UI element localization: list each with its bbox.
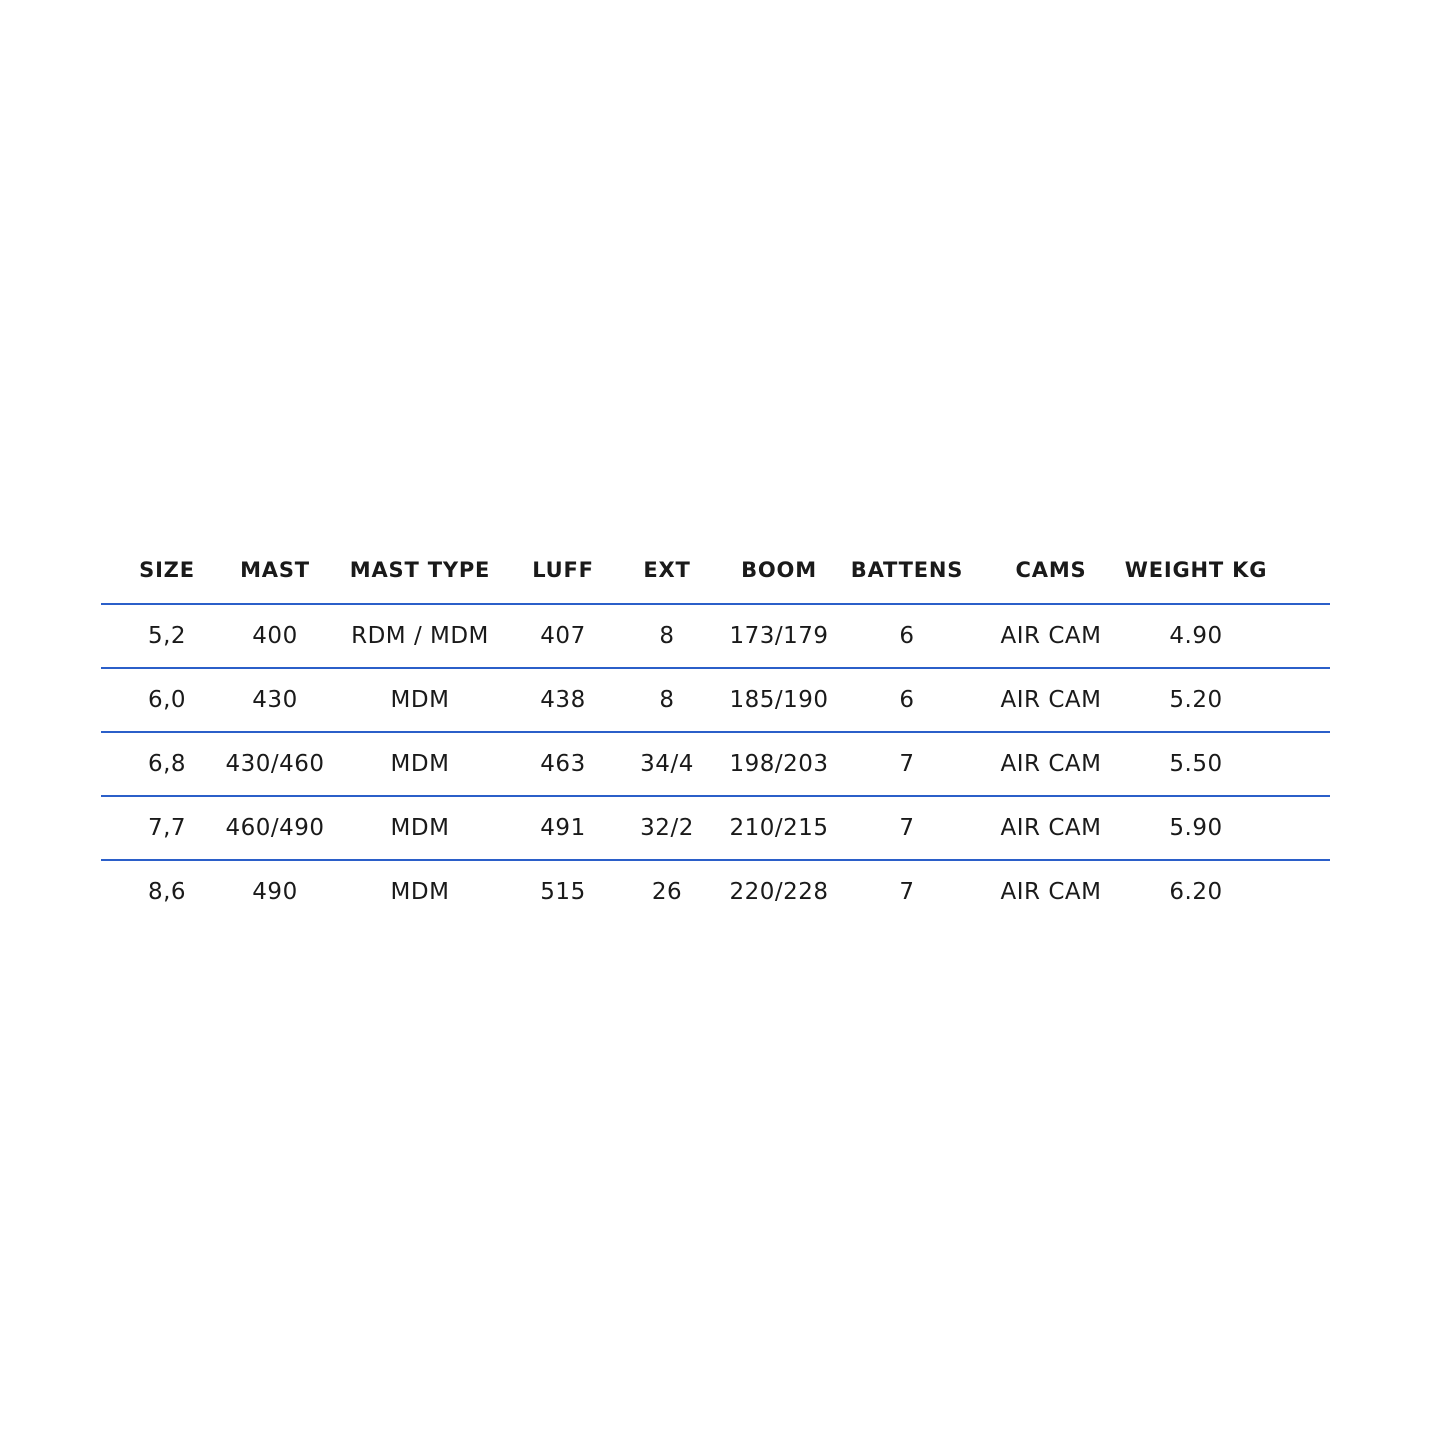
header-weight: WEIGHT KG xyxy=(1124,557,1268,582)
header-boom: BOOM xyxy=(741,557,817,582)
header-luff: LUFF xyxy=(532,557,594,582)
table-row xyxy=(101,605,1330,669)
cell-cams: AIR CAM xyxy=(1000,815,1102,841)
cell-cams: AIR CAM xyxy=(1000,687,1102,713)
cell-size: 6,0 xyxy=(147,687,187,713)
cell-luff: 515 xyxy=(540,879,586,905)
cell-boom: 220/228 xyxy=(729,879,829,905)
cell-cams: AIR CAM xyxy=(1000,879,1102,905)
cell-battens: 7 xyxy=(899,879,915,905)
table-header-row xyxy=(101,536,1330,605)
spec-table xyxy=(101,536,1330,923)
cell-battens: 7 xyxy=(899,815,915,841)
cell-ext: 32/2 xyxy=(640,815,694,841)
table-row xyxy=(101,733,1330,797)
cell-size: 7,7 xyxy=(147,815,187,841)
header-battens: BATTENS xyxy=(850,557,964,582)
cell-cams: AIR CAM xyxy=(1000,623,1102,649)
header-mast: MAST xyxy=(240,557,310,582)
cell-boom: 198/203 xyxy=(729,751,829,777)
cell-luff: 438 xyxy=(540,687,586,713)
cell-mast: 430 xyxy=(252,687,298,713)
cell-size: 8,6 xyxy=(147,879,187,905)
cell-boom: 210/215 xyxy=(729,815,829,841)
cell-boom: 173/179 xyxy=(729,623,829,649)
cell-mast-type: RDM / MDM xyxy=(351,623,489,649)
cell-weight: 5.20 xyxy=(1169,687,1223,713)
cell-mast: 490 xyxy=(252,879,298,905)
header-cams: CAMS xyxy=(1015,557,1087,582)
cell-mast-type: MDM xyxy=(390,879,450,905)
cell-weight: 5.50 xyxy=(1169,751,1223,777)
cell-luff: 463 xyxy=(540,751,586,777)
header-size: SIZE xyxy=(139,557,195,582)
table-row xyxy=(101,861,1330,923)
cell-mast-type: MDM xyxy=(390,751,450,777)
cell-size: 5,2 xyxy=(147,623,187,649)
cell-ext: 34/4 xyxy=(640,751,694,777)
cell-boom: 185/190 xyxy=(729,687,829,713)
table-row xyxy=(101,797,1330,861)
cell-weight: 4.90 xyxy=(1169,623,1223,649)
header-mast-type: MAST TYPE xyxy=(349,557,491,582)
header-ext: EXT xyxy=(643,557,691,582)
cell-size: 6,8 xyxy=(147,751,187,777)
cell-mast: 430/460 xyxy=(225,751,325,777)
cell-luff: 407 xyxy=(540,623,586,649)
cell-cams: AIR CAM xyxy=(1000,751,1102,777)
cell-battens: 6 xyxy=(899,687,915,713)
cell-battens: 6 xyxy=(899,623,915,649)
cell-mast-type: MDM xyxy=(390,815,450,841)
cell-luff: 491 xyxy=(540,815,586,841)
cell-mast-type: MDM xyxy=(390,687,450,713)
table-row xyxy=(101,669,1330,733)
cell-mast: 460/490 xyxy=(225,815,325,841)
cell-battens: 7 xyxy=(899,751,915,777)
cell-ext: 8 xyxy=(659,623,675,649)
cell-weight: 6.20 xyxy=(1169,879,1223,905)
cell-ext: 8 xyxy=(659,687,675,713)
cell-mast: 400 xyxy=(252,623,298,649)
cell-weight: 5.90 xyxy=(1169,815,1223,841)
cell-ext: 26 xyxy=(651,879,683,905)
